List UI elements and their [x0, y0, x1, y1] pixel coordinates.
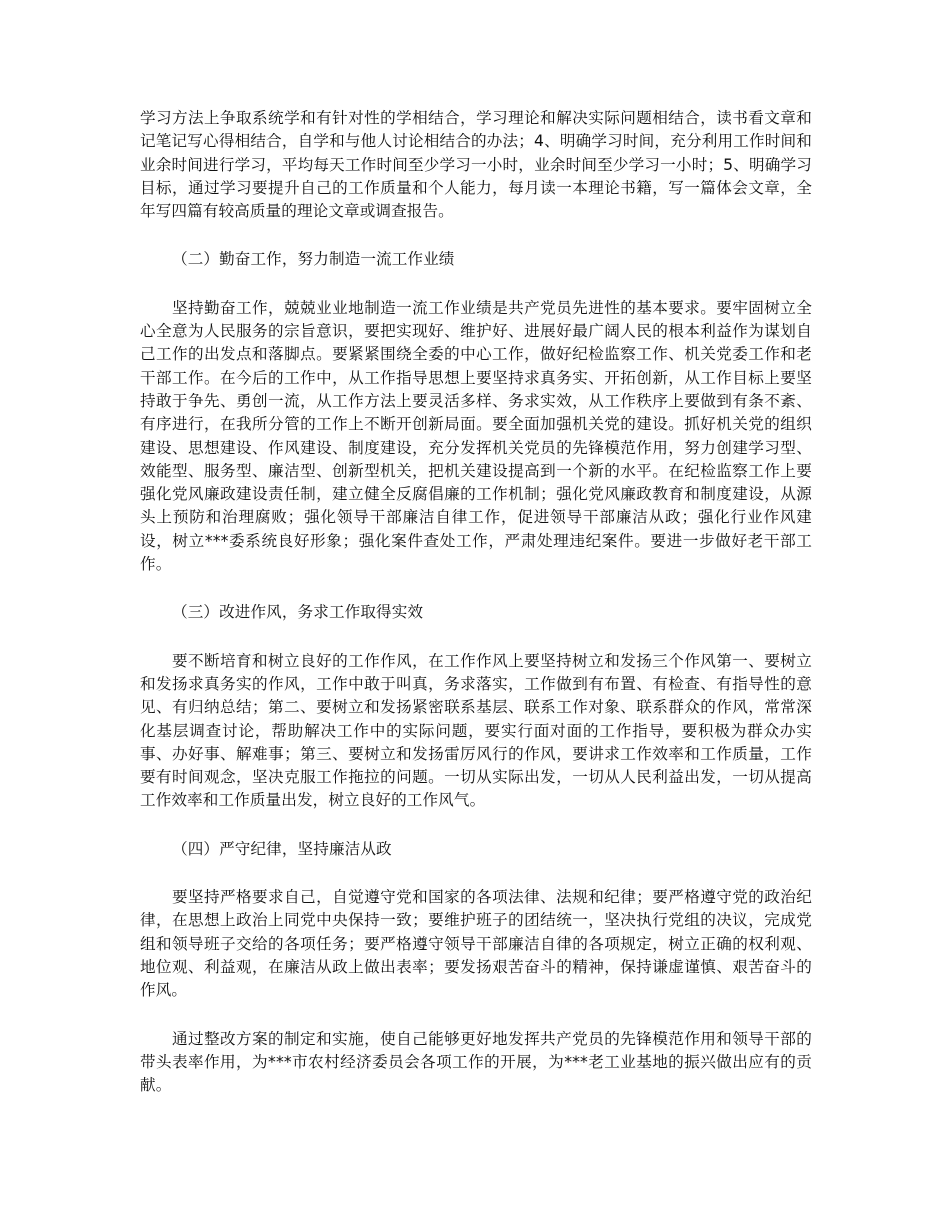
paragraph-conclusion: 通过整改方案的制定和实施，使自己能够更好地发挥共产党员的先锋模范作用和领导干部的带头表率作用，为***市农村经济委员会各项工作的开展，为***老工业基地的振兴做出应有的贡献。	[140, 1029, 812, 1095]
section-heading-3: （三）改进作风，务求工作取得实效	[172, 603, 424, 622]
paragraph-work-style: 要不断培育和树立良好的工作作风，在工作作风上要坚持树立和发扬三个作风第一、要树立和发扬求真务实的作风，工作中敢于叫真，务求落实，工作做到有布置、有检查、有指导性的意见、有归纳总结；第二、要树立和发扬紧密联系基层、联系工作对象、联系群众的作风，常常深化基层调查讨论，帮助解决工作中的实际问题，要实行面对面的工作指导，要积极为群众办实事、办好事、解难事；第三、要树立和发扬雷厉风行的作风，要讲求工作效率和工作质量，工作要有时间观念，坚决克服工作拖拉的问题。一切从实际出发，一切从人民利益出发，一切从提高工作效率和工作质量出发，树立良好的工作风气。	[140, 651, 812, 810]
section-heading-4: （四）严守纪律，坚持廉洁从政	[172, 839, 392, 858]
document-page	[140, 107, 812, 1097]
paragraph-diligent-work: 坚持勤奋工作，兢兢业业地制造一流工作业绩是共产党员先进性的基本要求。要牢固树立全心全意为人民服务的宗旨意识，要把实现好、维护好、进展好最广阔人民的根本利益作为谋划自己工作的出发点和落脚点。要紧紧围绕全委的中心工作，做好纪检监察工作、机关党委工作和老干部工作。在今后的工作中，从工作指导思想上要坚持求真务实、开拓创新，从工作目标上要坚持敢于争先、勇创一流，从工作方法上要灵活多样、务求实效，从工作秩序上要做到有条不紊、有序进行，在我所分管的工作上不断开创新局面。要全面加强机关党的建设。抓好机关党的组织建设、思想建设、作风建设、制度建设，充分发挥机关党员的先锋模范作用，努力创建学习型、效能型、服务型、廉洁型、创新型机关，把机关建设提高到一个新的水平。在纪检监察工作上要强化党风廉政建设责任制，建立健全反腐倡廉的工作机制；强化党风廉政教育和制度建设，从源头上预防和治理腐败；强化领导干部廉洁自律工作，促进领导干部廉洁从政；强化行业作风建设，树立***委系统良好形象；强化案件查处工作，严肃处理违纪案件。要进一步做好老干部工作。	[140, 298, 812, 574]
paragraph-discipline: 要坚持严格要求自己，自觉遵守党和国家的各项法律、法规和纪律；要严格遵守党的政治纪律，在思想上政治上同党中央保持一致；要维护班子的团结统一，坚决执行党组的决议，完成党组和领导班子交给的各项任务；要严格遵守领导干部廉洁自律的各项规定，树立正确的权利观、地位观、利益观，在廉洁从政上做出表率；要发扬艰苦奋斗的精神，保持谦虚谨慎、艰苦奋斗的作风。	[140, 888, 812, 1000]
paragraph-study-methods: 学习方法上争取系统学和有针对性的学相结合，学习理论和解决实际问题相结合，读书看文章和记笔记写心得相结合，自学和与他人讨论相结合的办法；4、明确学习时间，充分利用工作时间和业余时间进行学习，平均每天工作时间至少学习一小时，业余时间至少学习一小时；5、明确学习目标，通过学习要提升自己的工作质量和个人能力，每月读一本理论书籍，写一篇体会文章，全年写四篇有较高质量的理论文章或调查报告。	[140, 109, 812, 221]
section-heading-2: （二）勤奋工作，努力制造一流工作业绩	[172, 250, 455, 269]
